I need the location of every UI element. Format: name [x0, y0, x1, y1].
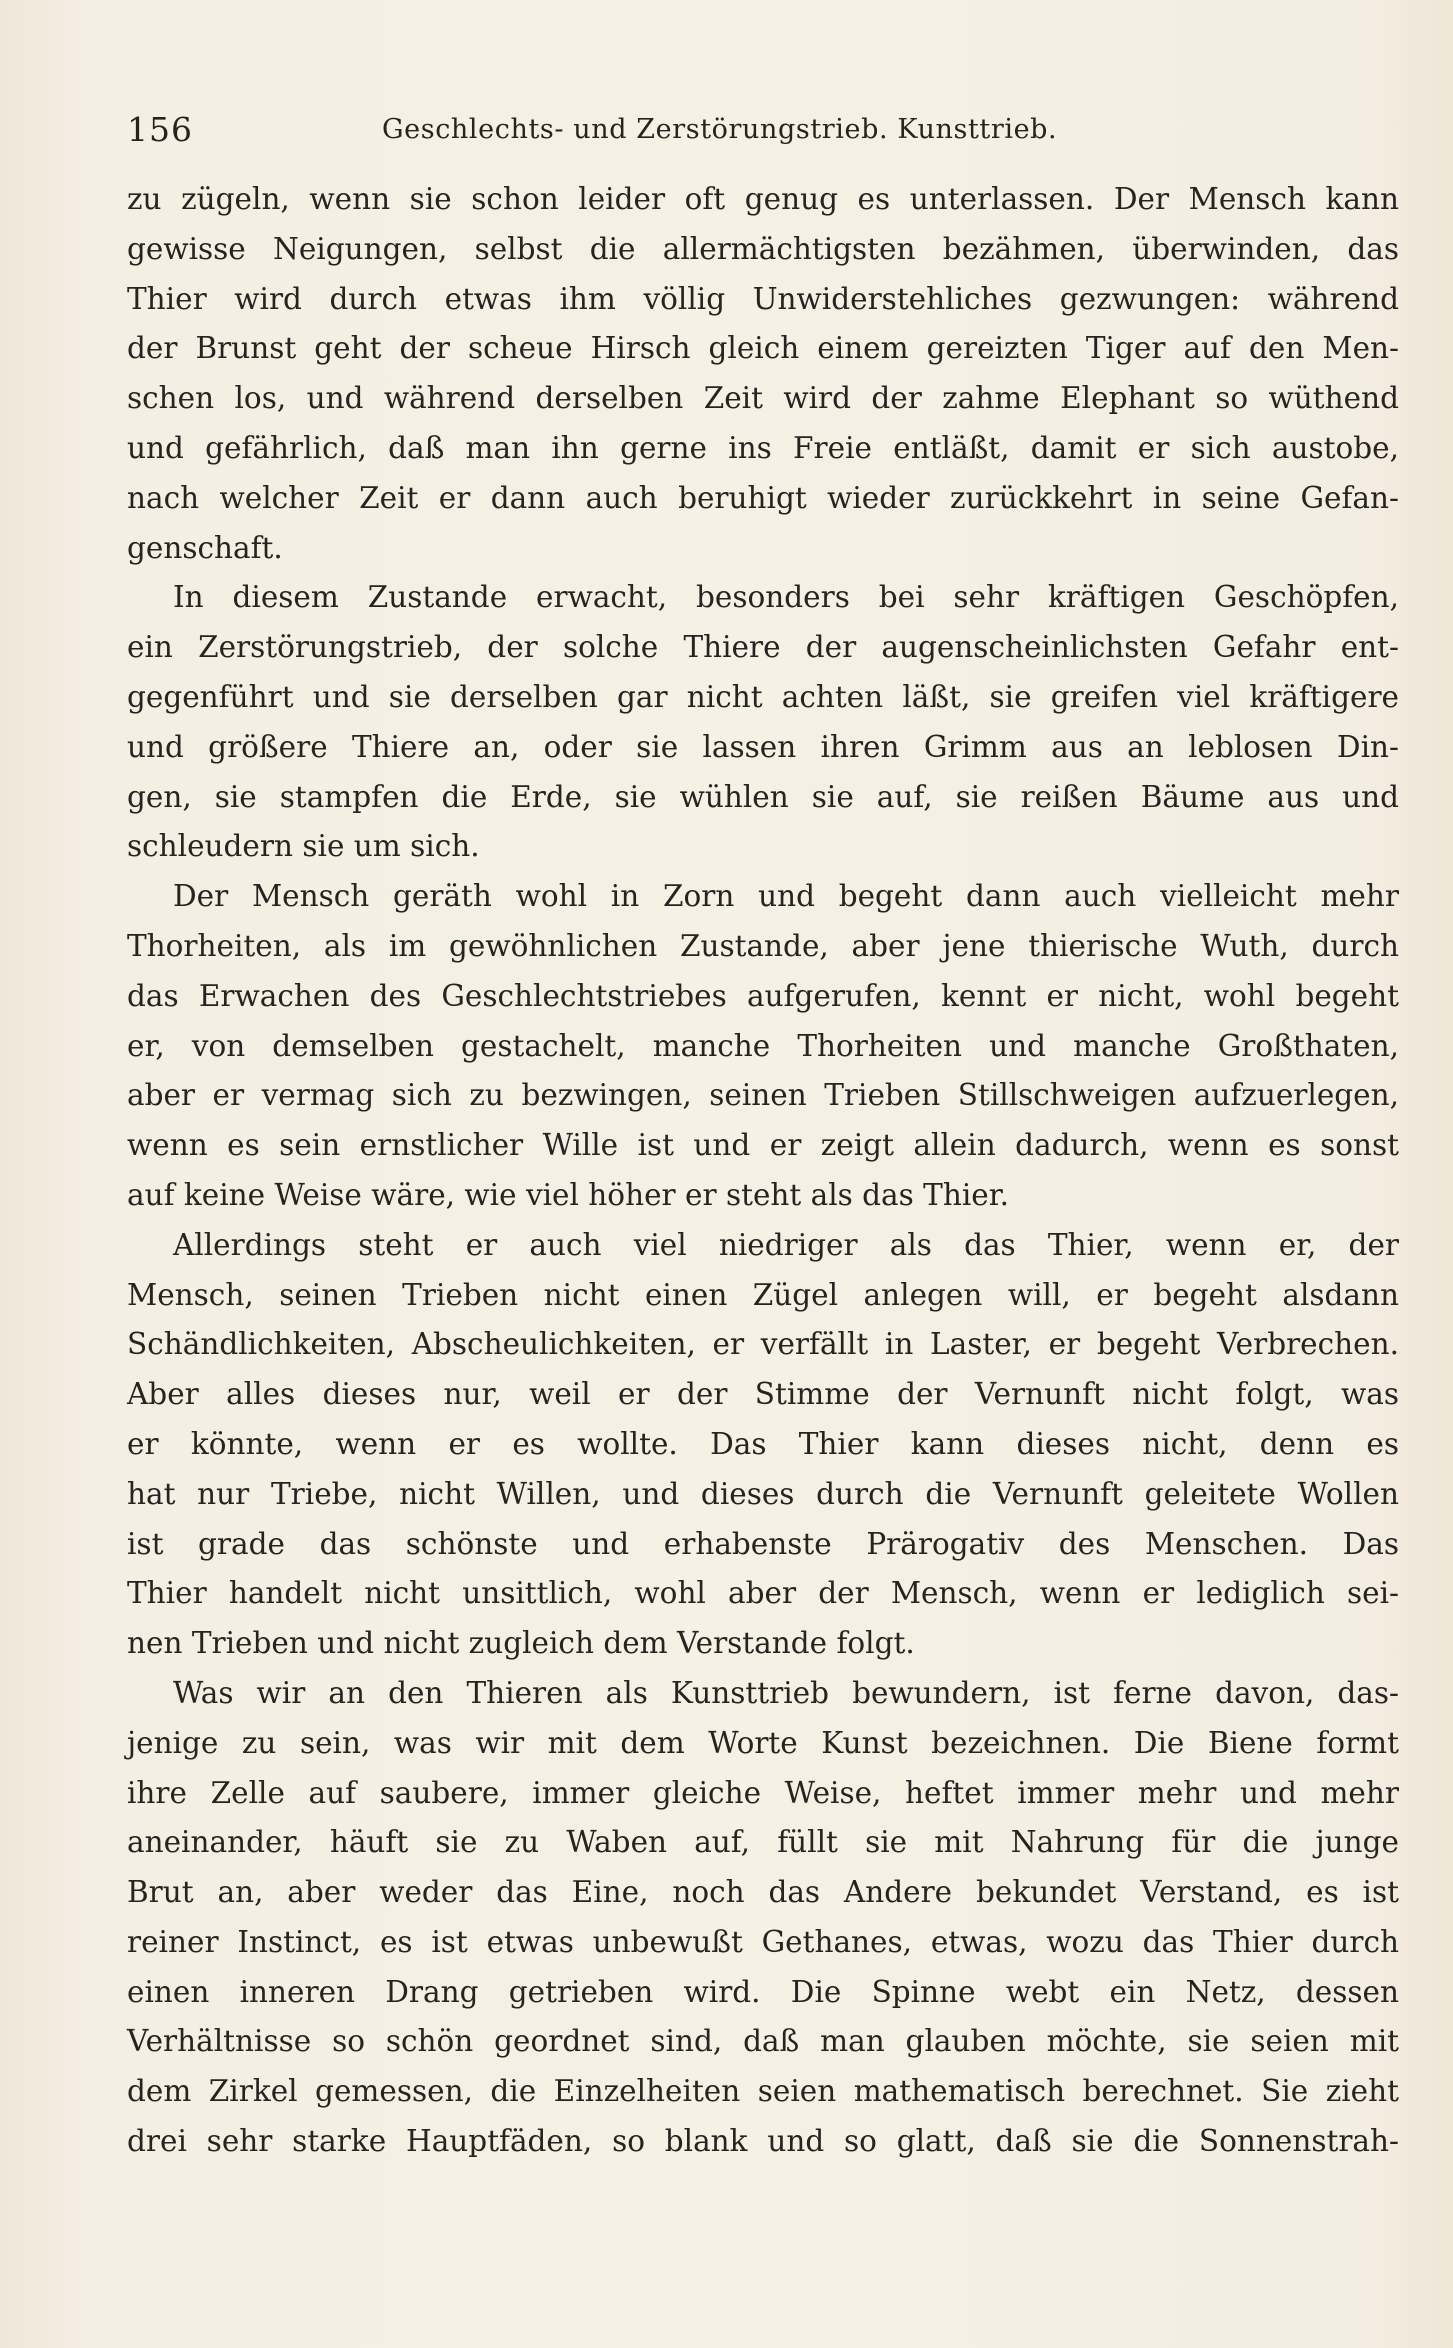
text-line: ihre Zelle auf saubere, immer gleiche Weise, heftet immer mehr und mehr	[127, 1775, 1399, 1810]
text-line: gewisse Neigungen, selbst die allermächtigsten bezähmen, überwinden, das	[127, 231, 1399, 266]
text-line: aber er vermag sich zu bezwingen, seinen Trieben Stillschweigen aufzuerlegen,	[127, 1078, 1399, 1113]
text-line: auf keine Weise wäre, wie viel höher er steht als das Thier.	[127, 1177, 1009, 1212]
text-line: zu zügeln, wenn sie schon leider oft genug es unterlassen. Der Mensch kann	[127, 182, 1399, 216]
text-line: aneinander, häuft sie zu Waben auf, füllt sie mit Nahrung für die junge	[127, 1825, 1399, 1860]
text-line: In diesem Zustande erwacht, besonders bei sehr kräftigen Geschöpfen,	[173, 580, 1399, 615]
text-line: Brut an, aber weder das Eine, noch das Andere bekundet Verstand, es ist	[127, 1875, 1399, 1910]
text-line: Allerdings steht er auch viel niedriger als das Thier, wenn er, der	[173, 1227, 1399, 1262]
text-line: Thier wird durch etwas ihm völlig Unwiderstehliches gezwungen: während	[127, 281, 1399, 316]
text-line: Schändlichkeiten, Abscheulichkeiten, er verfällt in Laster, er begeht Verbrechen.	[127, 1327, 1399, 1362]
text-line: Aber alles dieses nur, weil er der Stimme der Vernunft nicht folgt, was	[127, 1377, 1399, 1412]
text-line: er könnte, wenn er es wollte. Das Thier kann dieses nicht, denn es	[127, 1426, 1399, 1461]
text-line: jenige zu sein, was wir mit dem Worte Kunst bezeichnen. Die Biene formt	[127, 1725, 1399, 1760]
text-line: schleudern sie um sich.	[127, 829, 480, 864]
text-line: reiner Instinct, es ist etwas unbewußt Gethanes, etwas, wozu das Thier durch	[127, 1924, 1399, 1959]
text-line: und gefährlich, daß man ihn gerne ins Freie entläßt, damit er sich austobe,	[127, 430, 1399, 465]
text-line: schen los, und während derselben Zeit wird der zahme Elephant so wüthend	[127, 381, 1399, 416]
text-line: wenn es sein ernstlicher Wille ist und er zeigt allein dadurch, wenn es sonst	[127, 1128, 1399, 1163]
text-line: Verhältnisse so schön geordnet sind, daß man glauben möchte, sie seien mit	[127, 2024, 1399, 2059]
body-text	[127, 175, 1399, 2167]
text-line: ist grade das schönste und erhabenste Prärogativ des Menschen. Das	[127, 1526, 1399, 1561]
text-line: drei sehr starke Hauptfäden, so blank und so glatt, daß sie die Sonnenstrah-	[127, 2124, 1399, 2159]
text-line: und größere Thiere an, oder sie lassen ihren Grimm aus an leblosen Din-	[127, 729, 1399, 764]
text-line: Thorheiten, als im gewöhnlichen Zustande, aber jene thierische Wuth, durch	[127, 928, 1399, 963]
text-line: gen, sie stampfen die Erde, sie wühlen sie auf, sie reißen Bäume aus und	[127, 779, 1399, 814]
text-line: er, von demselben gestachelt, manche Thorheiten und manche Großthaten,	[127, 1028, 1399, 1063]
text-line: genschaft.	[127, 530, 283, 565]
text-line: Thier handelt nicht unsittlich, wohl aber der Mensch, wenn er lediglich sei-	[127, 1576, 1399, 1611]
text-line: nach welcher Zeit er dann auch beruhigt wieder zurückkehrt in seine Gefan-	[127, 480, 1399, 515]
text-line: einen inneren Drang getrieben wird. Die Spinne webt ein Netz, dessen	[127, 1974, 1399, 2009]
text-line: Mensch, seinen Trieben nicht einen Zügel anlegen will, er begeht alsdann	[127, 1277, 1399, 1312]
text-line: nen Trieben und nicht zugleich dem Verstande folgt.	[127, 1626, 915, 1661]
running-head: Geschlechts- und Zerstörungstrieb. Kunsttrieb.	[382, 114, 1058, 145]
text-line: das Erwachen des Geschlechtstriebes aufgerufen, kennt er nicht, wohl begeht	[127, 978, 1399, 1013]
text-line: der Brunst geht der scheue Hirsch gleich einem gereizten Tiger auf den Men-	[127, 331, 1399, 366]
text-line: ein Zerstörungstrieb, der solche Thiere der augenscheinlichsten Gefahr ent-	[127, 630, 1399, 665]
page-number: 156	[127, 110, 193, 149]
text-line: Der Mensch geräth wohl in Zorn und begeht dann auch vielleicht mehr	[173, 879, 1399, 914]
text-line: hat nur Triebe, nicht Willen, und dieses durch die Vernunft geleitete Wollen	[127, 1476, 1399, 1511]
page-header	[127, 102, 1399, 152]
text-line: gegenführt und sie derselben gar nicht achten läßt, sie greifen viel kräftigere	[127, 679, 1399, 714]
text-line: Was wir an den Thieren als Kunsttrieb bewundern, ist ferne davon, das-	[173, 1675, 1399, 1710]
text-line: dem Zirkel gemessen, die Einzelheiten seien mathematisch berechnet. Sie zieht	[127, 2074, 1399, 2109]
